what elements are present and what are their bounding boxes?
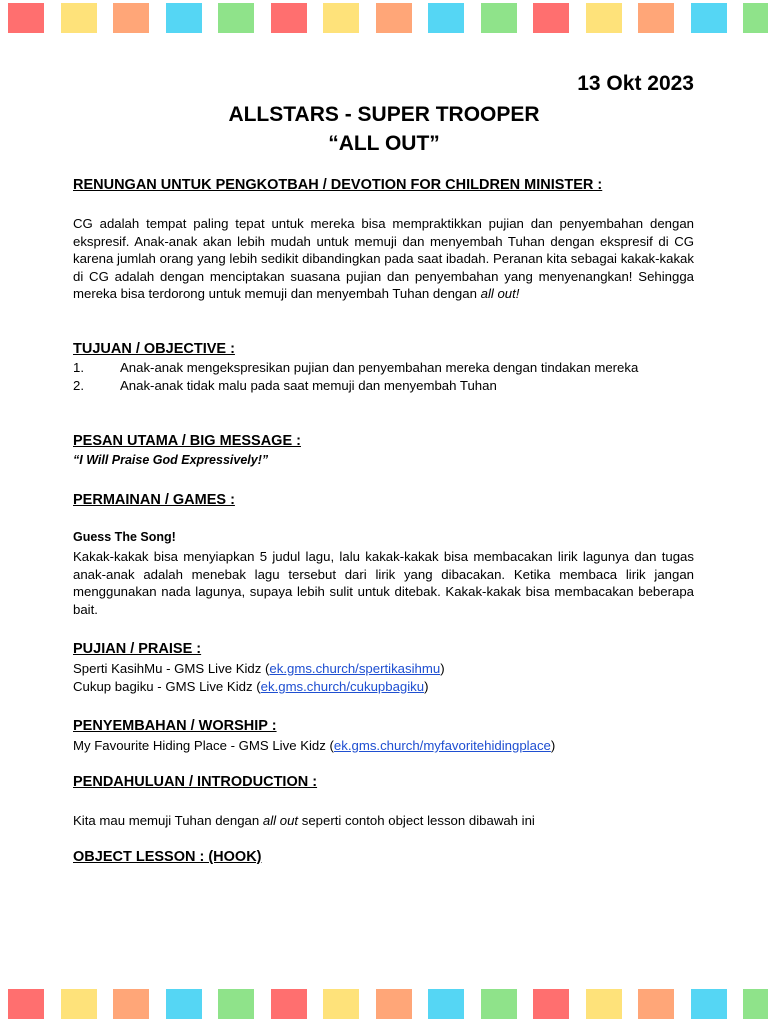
border-square bbox=[61, 989, 97, 1019]
games-heading: PERMAINAN / GAMES : bbox=[73, 492, 235, 508]
song-paren: ) bbox=[440, 661, 445, 676]
border-square bbox=[113, 3, 149, 33]
date: 13 Okt 2023 bbox=[577, 72, 694, 95]
worship-song bbox=[73, 738, 555, 753]
big-message-heading: PESAN UTAMA / BIG MESSAGE : bbox=[73, 433, 301, 449]
page-title: ALLSTARS - SUPER TROOPER bbox=[228, 103, 540, 126]
song-title: Cukup bagiku - GMS Live Kidz ( bbox=[73, 679, 261, 694]
song-link[interactable]: ek.gms.church/cukupbagiku bbox=[260, 679, 425, 694]
introduction-text bbox=[73, 813, 535, 828]
border-square bbox=[691, 3, 727, 33]
intro-text-italic: all out bbox=[262, 813, 299, 828]
objective-item: Anak-anak tidak malu pada saat memuji dan menyembah Tuhan bbox=[120, 378, 497, 393]
big-message-text: “I Will Praise God Expressively!” bbox=[73, 453, 269, 467]
border-square bbox=[218, 989, 254, 1019]
border-square bbox=[743, 3, 768, 33]
page-subtitle: “ALL OUT” bbox=[328, 132, 440, 155]
praise-song bbox=[73, 661, 445, 676]
devotion-text: CG adalah tempat paling tepat untuk mereka bisa mempraktikkan pujian dan penyembahan dengan ekspresif. Anak-anak akan lebih mudah untuk memuji dan menyembah Tuhan dengan ekspresif di CG karena jumlah orang yang lebih sedikit dibandingkan pada saat ibadah. Peranan kita sebagai kakak-kakak di CG adalah dengan menciptakan suasana pujian dan penyembahan yang menyenangkan! Sehingga mereka bisa terdorong untuk memuji dan menyembah Tuhan dengan bbox=[73, 216, 694, 302]
border-square bbox=[323, 989, 359, 1019]
border-square bbox=[166, 989, 202, 1019]
border-square bbox=[8, 3, 44, 33]
song-title: My Favourite Hiding Place - GMS Live Kidz ( bbox=[73, 738, 334, 753]
objective-number: 1. bbox=[73, 360, 84, 375]
devotion-heading: RENUNGAN UNTUK PENGKOTBAH / DEVOTION FOR CHILDREN MINISTER : bbox=[73, 177, 603, 193]
game-title: Guess The Song! bbox=[73, 530, 176, 544]
song-paren: ) bbox=[550, 738, 556, 753]
bottom-decorative-border bbox=[0, 989, 768, 1021]
border-square bbox=[376, 3, 412, 33]
devotion-italic: all out! bbox=[480, 286, 520, 302]
border-square bbox=[586, 3, 622, 33]
border-square bbox=[113, 989, 149, 1019]
song-link[interactable]: ek.gms.church/spertikasihmu bbox=[269, 661, 441, 676]
game-description: Kakak-kakak bisa menyiapkan 5 judul lagu, lalu kakak-kakak bisa membacakan lirik lagunya dan tugas anak-anak adalah menebak lagu tersebut dari lirik yang dibacakan. Ketika membaca lirik jangan menggunakan nada lagunya, supaya lebih sulit untuk ditebak. Kakak-kakak bisa membacakan beberapa bait. bbox=[73, 549, 694, 617]
border-square bbox=[271, 3, 307, 33]
border-square bbox=[61, 3, 97, 33]
border-square bbox=[376, 989, 412, 1019]
intro-text-before: Kita mau memuji Tuhan dengan bbox=[73, 813, 263, 828]
border-square bbox=[586, 989, 622, 1019]
objective-heading: TUJUAN / OBJECTIVE : bbox=[73, 341, 235, 357]
devotion-paragraph bbox=[73, 215, 694, 303]
border-square bbox=[8, 989, 44, 1019]
intro-text-after: seperti contoh object lesson dibawah ini bbox=[298, 813, 535, 828]
song-paren: ) bbox=[424, 679, 429, 694]
song-title: Sperti KasihMu - GMS Live Kidz ( bbox=[73, 661, 270, 676]
border-square bbox=[218, 3, 254, 33]
border-square bbox=[533, 989, 569, 1019]
border-square bbox=[323, 3, 359, 33]
top-decorative-border bbox=[0, 3, 768, 35]
object-lesson-heading: OBJECT LESSON : (HOOK) bbox=[73, 849, 262, 865]
border-square bbox=[481, 989, 517, 1019]
praise-song bbox=[73, 679, 429, 694]
border-square bbox=[638, 989, 674, 1019]
border-square bbox=[691, 989, 727, 1019]
border-square bbox=[428, 3, 464, 33]
objective-number: 2. bbox=[73, 378, 84, 393]
border-square bbox=[638, 3, 674, 33]
border-square bbox=[166, 3, 202, 33]
worship-heading: PENYEMBAHAN / WORSHIP : bbox=[73, 718, 277, 734]
objective-item: Anak-anak mengekspresikan pujian dan penyembahan mereka dengan tindakan mereka bbox=[120, 360, 639, 375]
song-link[interactable]: ek.gms.church/myfavoritehidingplace bbox=[333, 738, 551, 753]
introduction-heading: PENDAHULUAN / INTRODUCTION : bbox=[73, 774, 318, 790]
border-square bbox=[271, 989, 307, 1019]
border-square bbox=[533, 3, 569, 33]
border-square bbox=[743, 989, 768, 1019]
praise-heading: PUJIAN / PRAISE : bbox=[73, 641, 202, 657]
border-square bbox=[481, 3, 517, 33]
border-square bbox=[428, 989, 464, 1019]
